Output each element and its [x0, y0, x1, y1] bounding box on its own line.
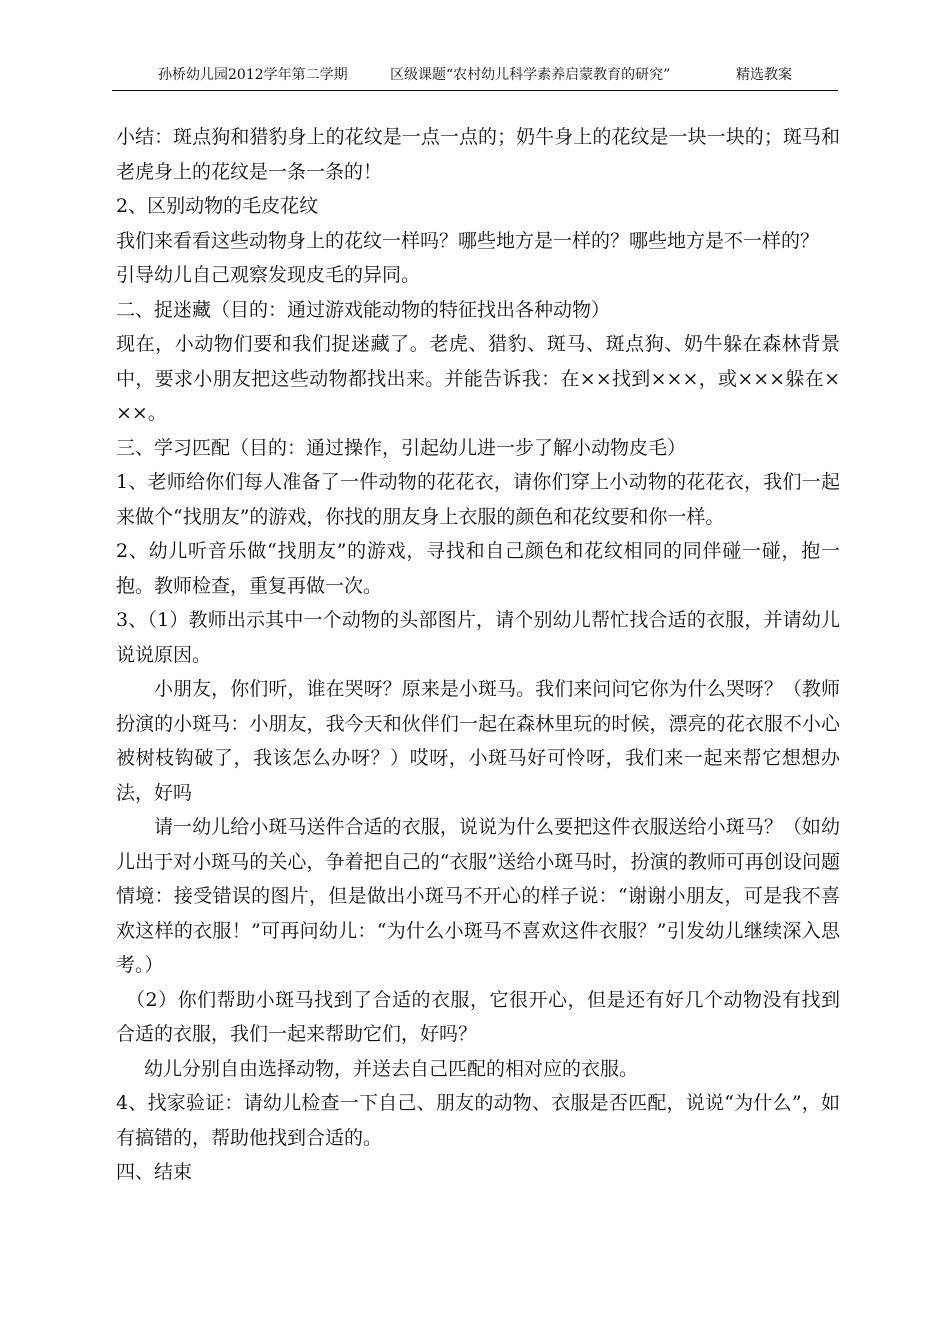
section-heading: 三、学习匹配（目的：通过操作，引起幼儿进一步了解小动物皮毛） — [116, 436, 687, 459]
header-project: 区级课题“农村幼儿科学素养启蒙教育的研究” — [390, 67, 671, 83]
summary-paragraph: 小结：斑点狗和猎豹身上的花纹是一点一点的；奶牛身上的花纹是一块一块的；斑马和老虎身上的花纹是一条一条的！ — [116, 126, 840, 183]
paragraph: 幼儿分别自由选择动物，并送去自己匹配的相对应的衣服。 — [144, 1057, 639, 1080]
paragraph: 2、幼儿听音乐做“找朋友”的游戏，寻找和自己颜色和花纹相同的同伴碰一碰，抱一抱。教师检查，重复再做一次。 — [116, 540, 840, 597]
section-heading: 二、捉迷藏（目的：通过游戏能动物的特征找出各种动物） — [116, 298, 611, 321]
header-rule — [112, 90, 838, 91]
paragraph: 小朋友，你们听，谁在哭呀？原来是小斑马。我们来问问它你为什么哭呀？（教师扮演的小斑马：小朋友，我今天和伙伴们一起在森林里玩的时候，漂亮的花衣服不小心被树枝钩破了，我该怎么办呀？）哎呀，小斑马好可怜呀，我们来一起来帮它想想办法，好吗 — [116, 678, 840, 804]
paragraph: 4、找家验证：请幼儿检查一下自己、朋友的动物、衣服是否匹配，说说“为什么”，如有搞错的，帮助他找到合适的。 — [116, 1092, 840, 1149]
paragraph: 现在，小动物们要和我们捉迷藏了。老虎、猎豹、斑马、斑点狗、奶牛躲在森林背景中，要求小朋友把这些动物都找出来。并能告诉我：在××找到×××，或×××躲在×××。 — [116, 333, 840, 424]
paragraph: 1、老师给你们每人准备了一件动物的花花衣，请你们穿上小动物的花花衣，我们一起来做个“找朋友”的游戏，你找的朋友身上衣服的颜色和花纹要和你一样。 — [116, 471, 840, 528]
header-school: 孙桥幼儿园2012学年第二学期 — [158, 67, 348, 83]
paragraph: 请一幼儿给小斑马送件合适的衣服，说说为什么要把这件衣服送给小斑马？（如幼儿出于对小斑马的关心，争着把自己的“衣服”送给小斑马时，扮演的教师可再创设问题情境：接受错误的图片，但是做出小斑马不开心的样子说：“谢谢小朋友，可是我不喜欢这样的衣服！”可再问幼儿：“为什么小斑马不喜欢这件衣服？”引发幼儿继续深入思考。） — [116, 816, 840, 976]
header-type: 精选教案 — [736, 67, 792, 83]
paragraph: 3、（1）教师出示其中一个动物的头部图片，请个别幼儿帮忙找合适的衣服，并请幼儿说说原因。 — [116, 609, 840, 666]
section-heading: 2、区别动物的毛皮花纹 — [116, 195, 319, 217]
paragraph: 引导幼儿自己观察发现皮毛的异同。 — [116, 264, 421, 286]
page-header — [158, 64, 818, 86]
document-body — [116, 120, 840, 1190]
paragraph: （2）你们帮助小斑马找到了合适的衣服，它很开心，但是还有好几个动物没有找到合适的衣服，我们一起来帮助它们，好吗？ — [116, 988, 840, 1045]
section-heading: 四、结束 — [116, 1161, 193, 1183]
paragraph: 我们来看看这些动物身上的花纹一样吗？哪些地方是一样的？哪些地方是不一样的？ — [116, 229, 820, 252]
